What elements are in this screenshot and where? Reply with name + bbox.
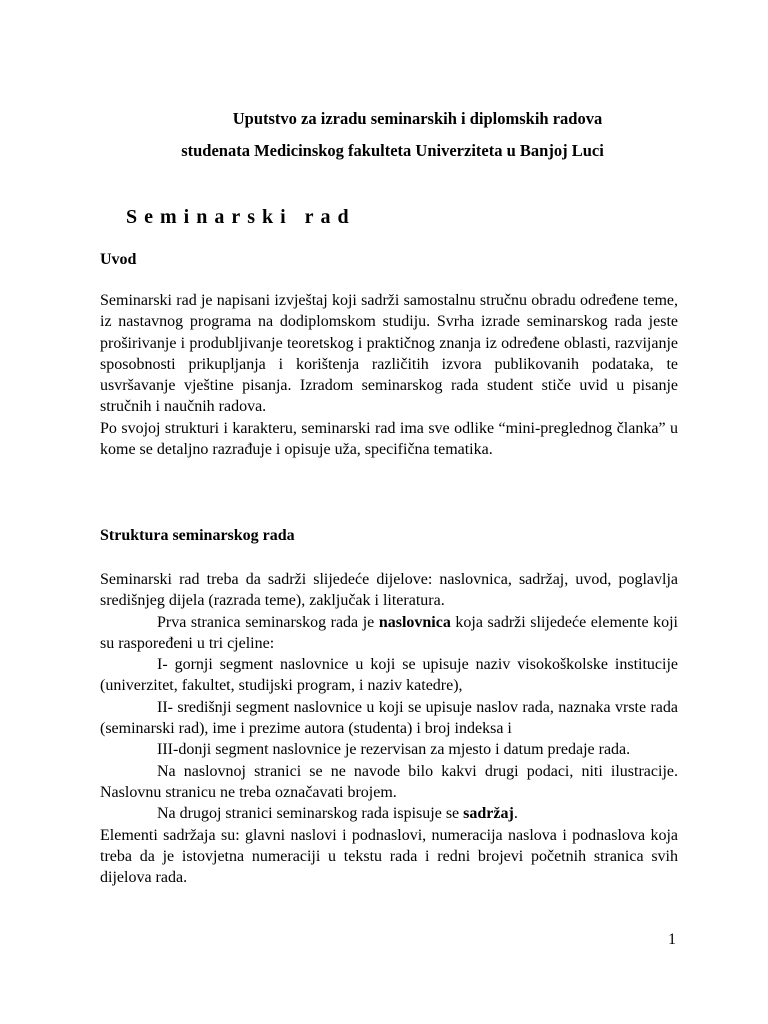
struktura-paragraph-7 <box>100 803 678 824</box>
struktura-body <box>100 569 678 888</box>
section-title: Seminarski rad <box>126 206 356 228</box>
struktura-paragraph-1: Seminarski rad treba da sadrži slijedeće dijelove: naslovnica, sadržaj, uvod, poglavlja središnjeg dijela (razrada teme), zaključak i literatura. <box>100 571 678 610</box>
bold-term-sadrzaj: sadržaj <box>463 805 514 823</box>
paragraph-text: . <box>513 805 518 823</box>
paragraph-text: Na drugoj stranici seminarskog rada ispisuje se <box>157 805 464 823</box>
bold-term-naslovnica: naslovnica <box>378 613 451 631</box>
document-title-line-2: studenata Medicinskog fakulteta Univerziteta u Banjoj Luci <box>181 141 604 160</box>
struktura-paragraph-4: II- središnji segment naslovnice u koji se upisuje naslov rada, naznaka vrste rada (seminarski rad), ime i prezime autora (studenta) i broj indeksa i <box>100 698 678 738</box>
struktura-paragraph-8: Elementi sadržaja su: glavni naslovi i podnaslovi, numeracija naslova i podnaslova koja treba da je istovjetna numeraciji u tekstu rada i redni brojevi početnih stranica svih dijelova rada. <box>100 826 678 887</box>
uvod-paragraph-1: Seminarski rad je napisani izvještaj koji sadrži samostalnu stručnu obradu određene teme, iz nastavnog programa na dodiplomskom studiju. Svrha izrade seminarskog rada jeste proširivanje i produbljivanje teoretskog i praktičnog znanja iz određene oblasti, razvijanje sposobnosti prikupljanja i korištenja različitih izvora publikovanih podataka, te usvršavanje vještine pisanja. Izradom seminarskog rada student stiče uvid u pisanje stručnih i naučnih radova. <box>100 292 678 416</box>
struktura-paragraph-5: III-donji segment naslovnice je rezervisan za mjesto i datum predaje rada. <box>157 741 631 759</box>
heading-uvod: Uvod <box>100 251 137 268</box>
document-title-line-1: Uputstvo za izradu seminarskih i diplomskih radova <box>232 109 603 128</box>
paragraph-text: koja sadrži slijedeće elemente koji su raspoređeni u tri cjeline: <box>100 613 678 652</box>
uvod-body <box>100 290 678 460</box>
heading-struktura: Struktura seminarskog rada <box>100 527 295 544</box>
struktura-paragraph-6: Na naslovnoj stranici se ne navode bilo kakvi drugi podaci, niti ilustracije. Naslovnu stranicu ne treba označavati brojem. <box>100 762 678 801</box>
paragraph-text: Prva stranica seminarskog rada je <box>157 613 379 631</box>
struktura-paragraph-3: I- gornji segment naslovnice u koji se upisuje naziv visokoškolske institucije (univerzitet, fakultet, studijski program, i naziv katedre), <box>100 656 678 695</box>
uvod-paragraph-2: Po svojoj strukturi i karakteru, seminarski rad ima sve odlike “mini-preglednog članka” u kome se detaljno razrađuje i opisuje uža, specifična tematika. <box>100 419 678 459</box>
page-number: 1 <box>668 931 676 948</box>
struktura-paragraph-2 <box>100 612 678 655</box>
